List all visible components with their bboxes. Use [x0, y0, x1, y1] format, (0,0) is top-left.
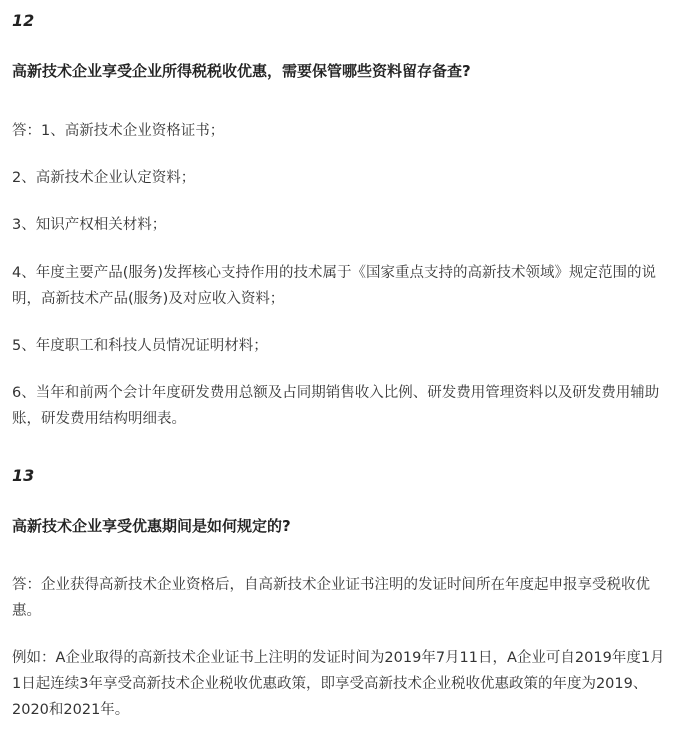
- answer-paragraph: 5、年度职工和科技人员情况证明材料；: [12, 338, 268, 354]
- answer-paragraph: 答：1、高新技术企业资格证书；: [12, 123, 225, 139]
- answer-paragraph: 4、年度主要产品(服务)发挥核心支持作用的技术属于《国家重点支持的高新技术领域》规定范围的说明，高新技术产品(服务)及对应收入资料；: [12, 265, 657, 307]
- question-heading: 高新技术企业享受企业所得税税收优惠，需要保管哪些资料留存备查?: [12, 62, 471, 80]
- answer-paragraph: 2、高新技术企业认定资料；: [12, 170, 196, 186]
- answer-paragraph: 3、知识产权相关材料；: [12, 217, 167, 233]
- answer-paragraph: 6、当年和前两个会计年度研发费用总额及占同期销售收入比例、研发费用管理资料以及研发费用辅助账，研发费用结构明细表。: [12, 385, 660, 427]
- section-number: 13: [12, 466, 35, 485]
- answer-paragraph: 答：企业获得高新技术企业资格后，自高新技术企业证书注明的发证时间所在年度起申报享受税收优惠。: [12, 577, 650, 619]
- example-paragraph: 例如：A企业取得的高新技术企业证书上注明的发证时间为2019年7月11日，A企业可自2019年度1月1日起连续3年享受高新技术企业税收优惠政策，即享受高新技术企业税收优惠政策的年度为2019、2020和2021年。: [12, 650, 665, 718]
- section-number: 12: [12, 11, 35, 30]
- question-heading: 高新技术企业享受优惠期间是如何规定的?: [12, 517, 291, 535]
